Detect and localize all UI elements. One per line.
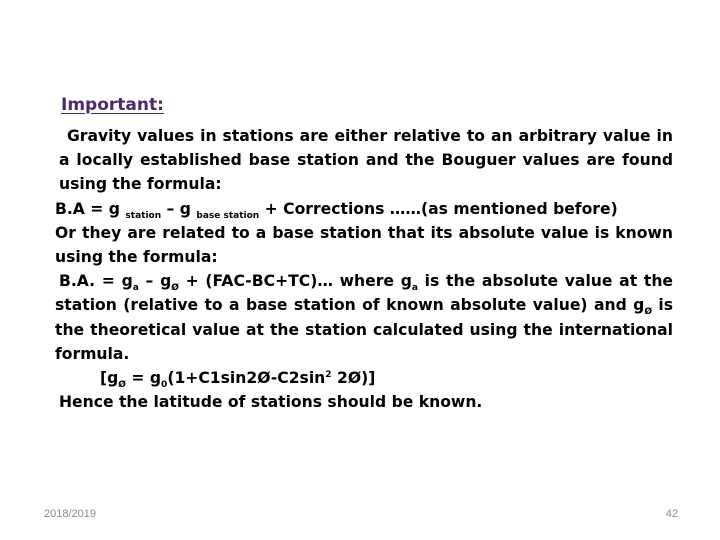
formula-subscript-zero: 0 <box>161 380 168 391</box>
equation-relative-rhs: + Corrections ……(as mentioned before) <box>259 199 618 218</box>
formula-open: [g <box>100 369 119 388</box>
formula-subscript-phi: Ø <box>118 380 126 391</box>
subscript-a-2: a <box>411 283 418 294</box>
footer-page-number: 42 <box>665 508 678 520</box>
equation-absolute-explanation: is the absolute value at the station (relative to a base station of known absolute value) and g <box>55 272 674 315</box>
equation-relative-minus: – g <box>161 199 197 218</box>
subscript-phi-2: Ø <box>644 307 652 318</box>
equation-absolute-theoretical: is the theoretical value at the station calculated using the international formula. <box>55 296 673 363</box>
international-formula <box>55 366 673 390</box>
slide-body <box>55 124 673 414</box>
subscript-a: a <box>132 283 139 294</box>
equation-relative <box>55 197 673 221</box>
subscript-station: station <box>125 210 162 221</box>
equation-relative-lhs: B.A = g <box>55 199 126 218</box>
footer-date: 2018/2019 <box>44 508 96 520</box>
formula-equals: = g <box>125 369 162 388</box>
subscript-base-station: base station <box>196 210 260 221</box>
heading: Important: <box>61 95 164 115</box>
equation-absolute <box>55 269 673 366</box>
paragraph-intro <box>55 124 673 197</box>
equation-absolute-minus: – g <box>138 272 172 291</box>
formula-close: 2Ø)] <box>331 369 376 388</box>
formula-superscript-2: 2 <box>325 369 332 380</box>
equation-absolute-corrections: + (FAC-BC+TC)… where g <box>178 272 412 291</box>
paragraph-absolute: Or they are related to a base station that its absolute value is known using the formula: <box>55 223 673 267</box>
equation-absolute-lhs: B.A. = g <box>59 272 133 291</box>
subscript-phi: Ø <box>171 283 179 294</box>
formula-body: (1+C1sin2Ø-C2sin <box>167 369 326 388</box>
paragraph-conclusion: Hence the latitude of stations should be known. <box>59 393 483 412</box>
paragraph-intro-text: Gravity values in stations are either relative to an arbitrary value in a locally established base station and the Bouguer values are found using the formula: <box>59 127 673 194</box>
